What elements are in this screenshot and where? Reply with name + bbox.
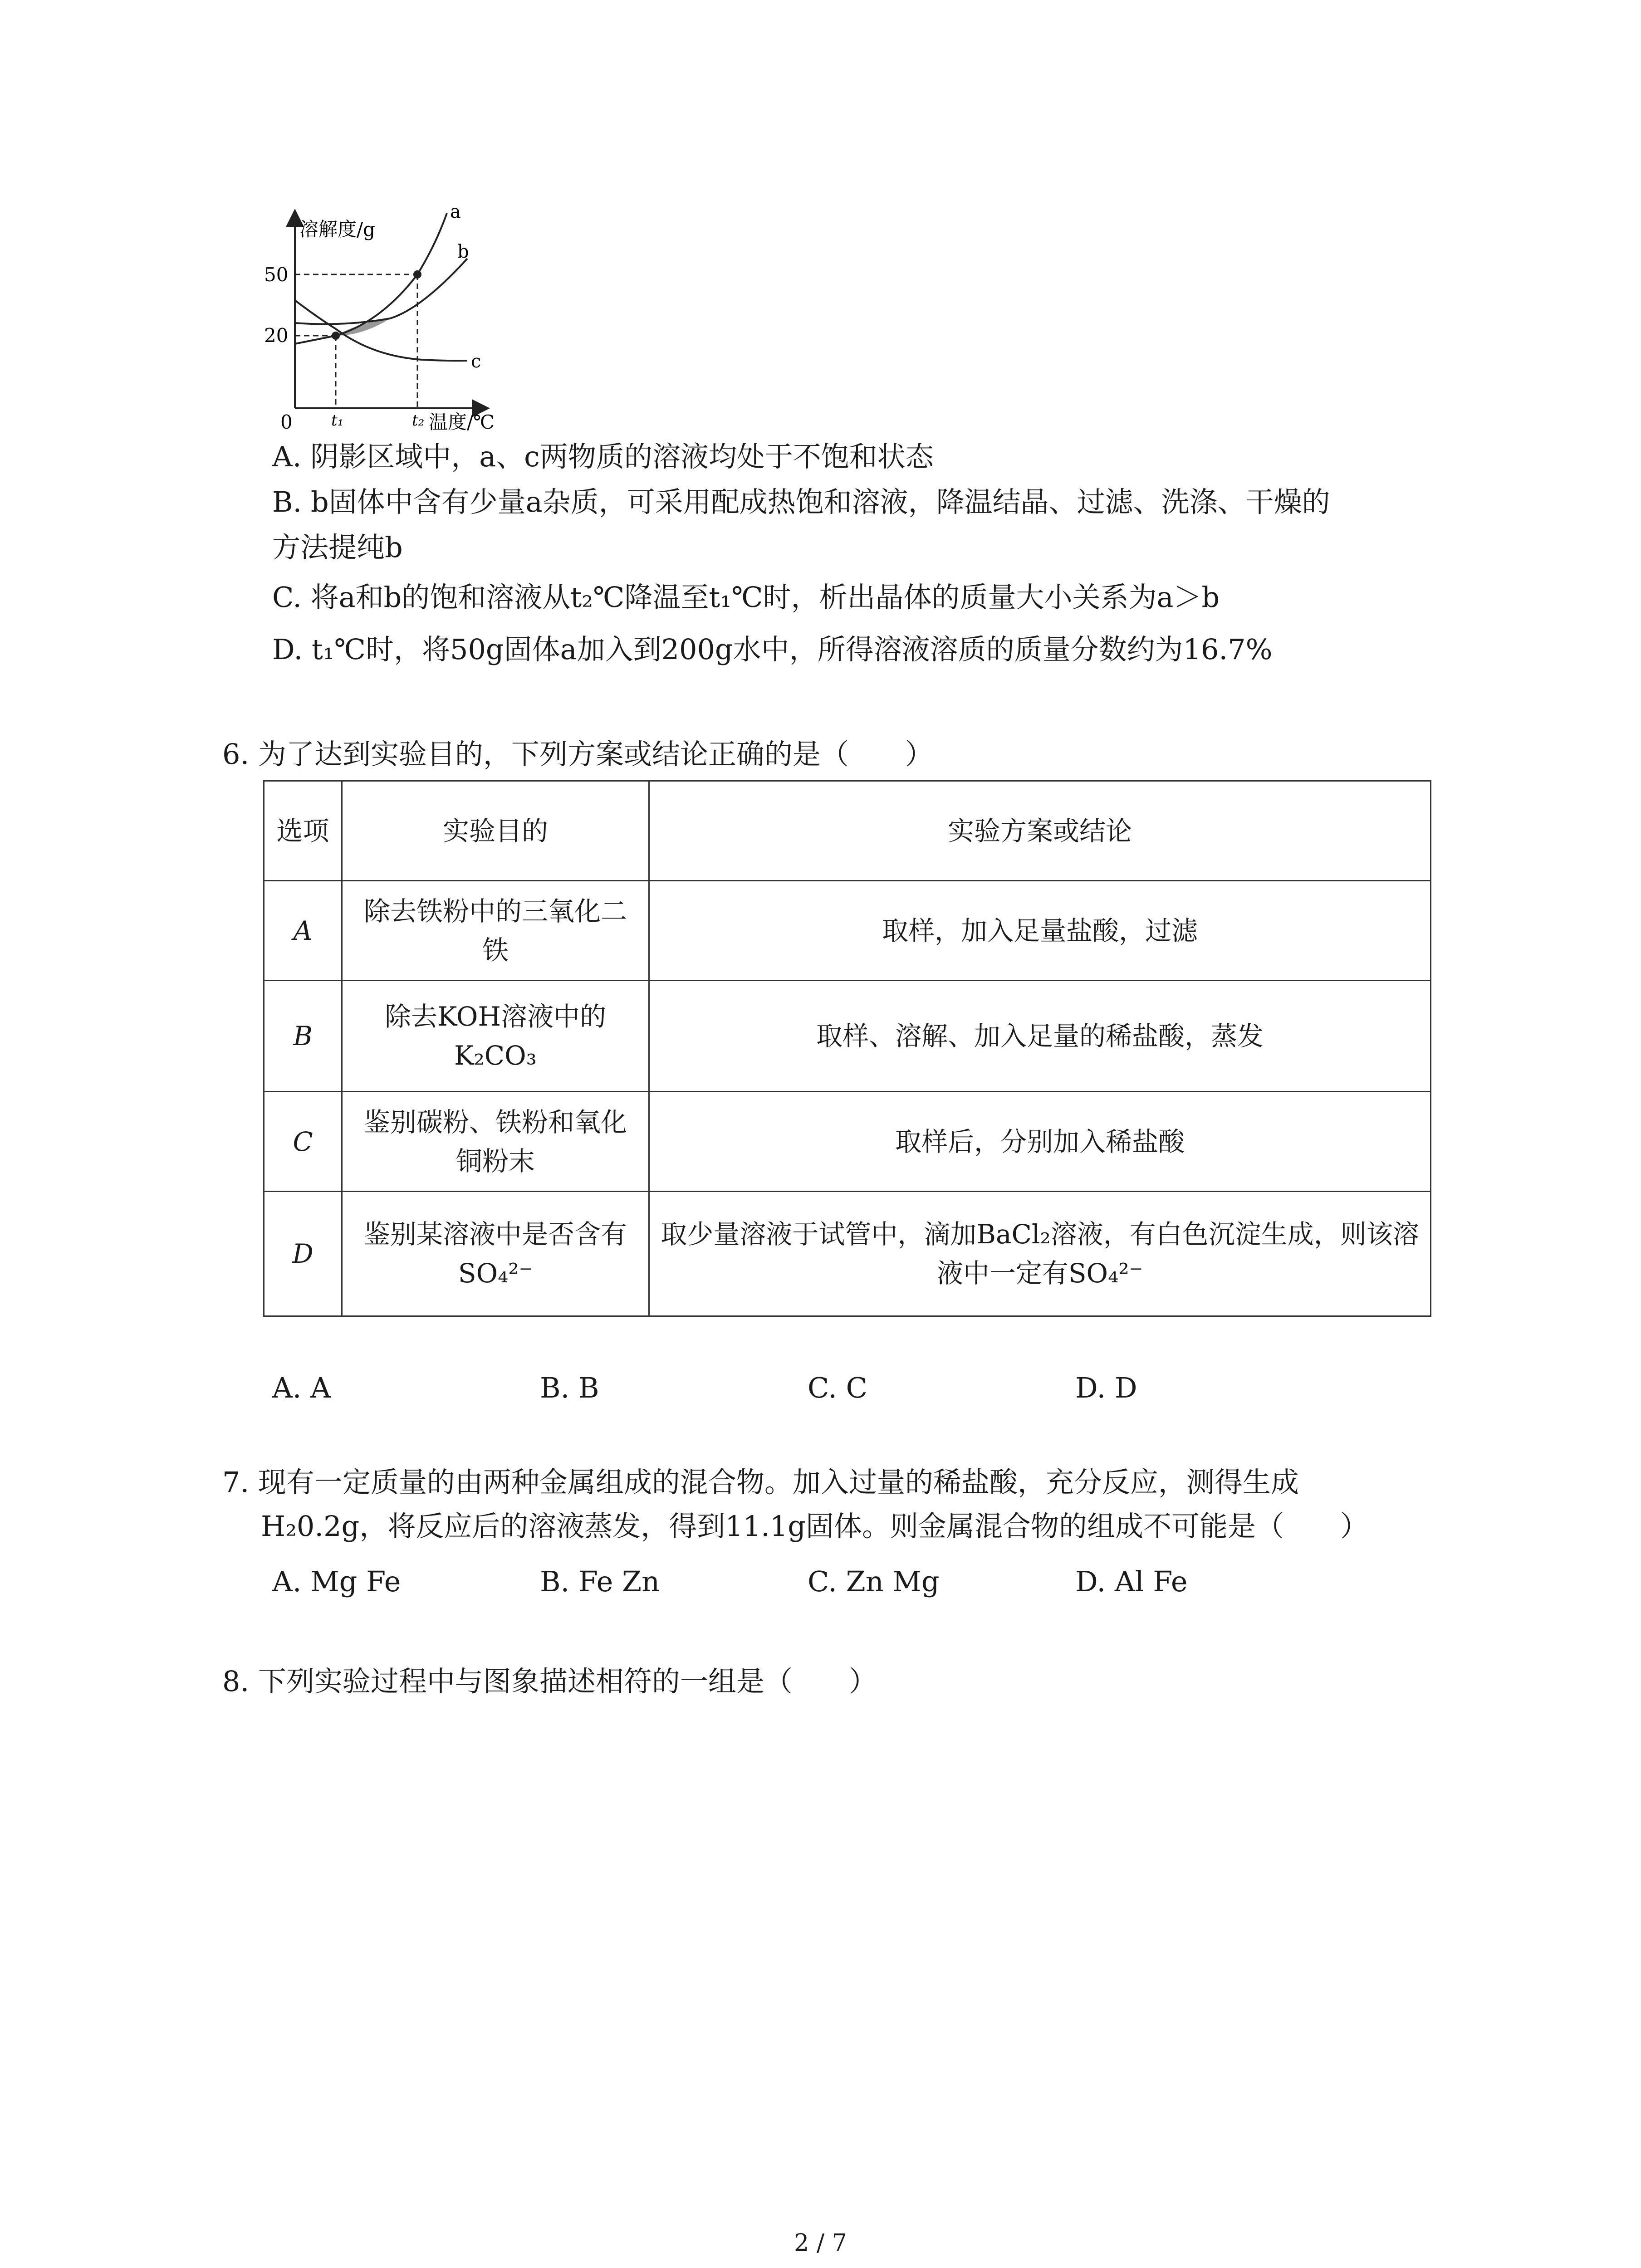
point-t2 <box>413 270 421 279</box>
tick-20: 20 <box>264 324 289 347</box>
curve-c-label: c <box>471 351 481 372</box>
tick-t1: t₁ <box>331 411 344 430</box>
point-t1 <box>332 332 340 340</box>
row-purpose: 鉴别某溶液中是否含有SO₄²⁻ <box>342 1192 649 1316</box>
table-row <box>264 881 1431 981</box>
q6-stem: 6. 为了达到实验目的，下列方案或结论正确的是（ ） <box>222 738 933 771</box>
solubility-graph <box>254 200 544 435</box>
q5-option-a: A. 阴影区域中，a、c两物质的溶液均处于不饱和状态 <box>272 440 934 473</box>
tick-50: 50 <box>264 264 289 286</box>
q8-stem: 8. 下列实验过程中与图象描述相符的一组是（ ） <box>222 1665 877 1698</box>
row-option: A <box>264 881 342 981</box>
table-row <box>264 1092 1431 1192</box>
curve-c <box>295 300 467 361</box>
row-purpose: 鉴别碳粉、铁粉和氧化铜粉末 <box>342 1092 649 1192</box>
table-header-row <box>264 781 1431 881</box>
experiment-table <box>263 780 1431 1317</box>
q7-choice-a: A. Mg Fe <box>272 1565 401 1598</box>
row-option: C <box>264 1092 342 1192</box>
q5-option-b: B. b固体中含有少量a杂质，可采用配成热饱和溶液，降温结晶、过滤、洗涤、干燥的 <box>272 485 1330 518</box>
row-method: 取样、溶解、加入足量的稀盐酸，蒸发 <box>649 981 1431 1092</box>
q7-stem-line2: H₂0.2g，将反应后的溶液蒸发，得到11.1g固体。则金属混合物的组成不可能是（ ） <box>261 1510 1368 1543</box>
q7-choice-b: B. Fe Zn <box>540 1565 660 1598</box>
curve-a-label: a <box>450 201 461 222</box>
row-method: 取少量溶液于试管中，滴加BaCl₂溶液，有白色沉淀生成，则该溶液中一定有SO₄²⁻ <box>649 1192 1431 1316</box>
curve-b-label: b <box>457 241 469 262</box>
x-axis-label: 温度/℃ <box>429 411 495 433</box>
q5-option-b-cont: 方法提纯b <box>272 531 403 564</box>
table-row <box>264 1192 1431 1316</box>
header-method: 实验方案或结论 <box>649 781 1431 881</box>
q7-choice-d: D. Al Fe <box>1075 1565 1188 1598</box>
row-option: B <box>264 981 342 1092</box>
row-purpose: 除去铁粉中的三氧化二铁 <box>342 881 649 981</box>
curve-b <box>295 259 467 324</box>
q6-choice-a: A. A <box>272 1371 331 1404</box>
q6-choice-d: D. D <box>1075 1371 1137 1404</box>
q5-option-c: C. 将a和b的饱和溶液从t₂℃降温至t₁℃时，析出晶体的质量大小关系为a＞b <box>272 581 1220 614</box>
tick-t2: t₂ <box>412 411 425 430</box>
table-row <box>264 981 1431 1092</box>
header-purpose: 实验目的 <box>342 781 649 881</box>
header-option: 选项 <box>264 781 342 881</box>
row-purpose: 除去KOH溶液中的K₂CO₃ <box>342 981 649 1092</box>
q6-choice-c: C. C <box>808 1371 868 1404</box>
q7-stem-line1: 7. 现有一定质量的由两种金属组成的混合物。加入过量的稀盐酸，充分反应，测得生成 <box>222 1466 1299 1499</box>
row-method: 取样后，分别加入稀盐酸 <box>649 1092 1431 1192</box>
origin-label: 0 <box>280 411 293 433</box>
q5-option-d: D. t₁℃时，将50g固体a加入到200g水中，所得溶液溶质的质量分数约为16.7% <box>272 633 1273 666</box>
q6-choice-b: B. B <box>540 1371 599 1404</box>
page-number: 2 / 7 <box>794 2229 847 2257</box>
row-method: 取样，加入足量盐酸，过滤 <box>649 881 1431 981</box>
y-axis-label: 溶解度/g <box>299 218 376 240</box>
row-option: D <box>264 1192 342 1316</box>
q7-choice-c: C. Zn Mg <box>808 1565 940 1598</box>
